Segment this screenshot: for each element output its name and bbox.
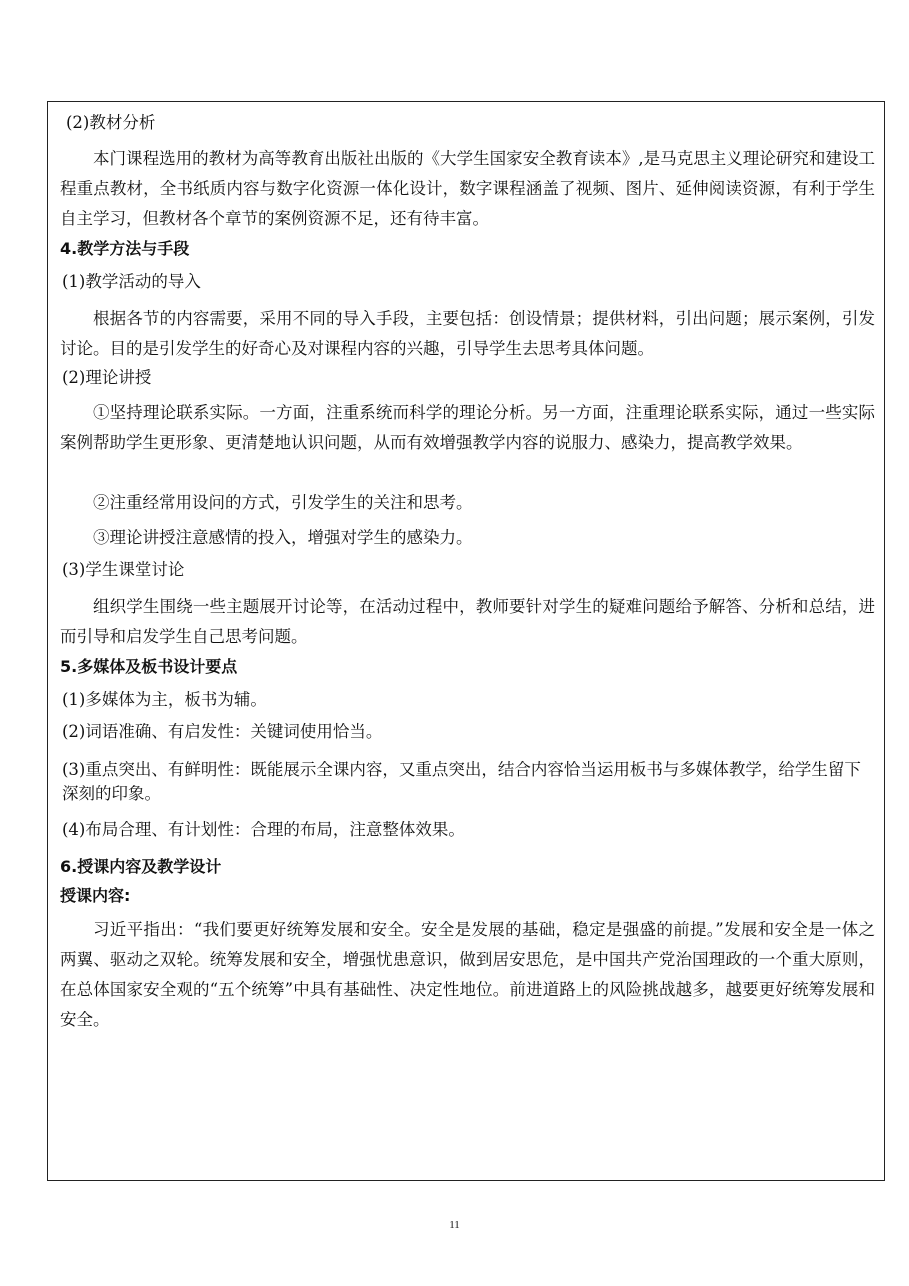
list-item: (1)多媒体为主，板书为辅。 [62, 690, 267, 709]
list-item: (3)重点突出、有鲜明性：既能展示全课内容，又重点突出，结合内容恰当运用板书与多媒体教学，给学生留下深刻的印象。 [62, 760, 861, 803]
subheading-class-discussion: (3)学生课堂讨论 [62, 560, 185, 579]
paragraph-textbook-analysis: 本门课程选用的教材为高等教育出版社出版的《大学生国家安全教育读本》,是马克思主义理论研究和建设工程重点教材，全书纸质内容与数字化资源一体化设计，数字课程涵盖了视频、图片、延伸阅读资源，有利于学生自主学习，但教材各个章节的案例资源不足，还有待丰富。 [60, 149, 875, 228]
heading-lecture-content: 6.授课内容及教学设计 [60, 857, 222, 876]
list-item: (2)词语准确、有启发性：关键词使用恰当。 [62, 722, 383, 741]
subheading-activity-introduction: (1)教学活动的导入 [62, 272, 201, 291]
heading-multimedia-design: 5.多媒体及板书设计要点 [60, 657, 238, 676]
paragraph-theory-teaching-1: ①坚持理论联系实际。一方面，注重系统而科学的理论分析。另一方面，注重理论联系实际，通过一些实际案例帮助学生更形象、更清楚地认识问题，从而有效增强教学内容的说服力、感染力，提高教学效果。 [60, 403, 875, 452]
paragraph-theory-teaching-3: ③理论讲授注意感情的投入，增强对学生的感染力。 [93, 528, 473, 547]
content-table-cell [47, 101, 885, 1181]
section-heading-textbook-analysis: (2)教材分析 [66, 113, 156, 132]
paragraph-lecture-content: 习近平指出：“我们要更好统筹发展和安全。安全是发展的基础，稳定是强盛的前提。”发展和安全是一体之两翼、驱动之双轮。统筹发展和安全，增强忧患意识，做到居安思危，是中国共产党治国理政的一个重大原则，在总体国家安全观的“五个统筹”中具有基础性、决定性地位。前进道路上的风险挑战越多，越要更好统筹发展和安全。 [60, 920, 875, 1029]
paragraph-class-discussion: 组织学生围绕一些主题展开讨论等，在活动过程中，教师要针对学生的疑难问题给予解答、分析和总结，进而引导和启发学生自己思考问题。 [60, 597, 875, 646]
list-item: (4)布局合理、有计划性：合理的布局，注意整体效果。 [62, 820, 465, 839]
subheading-lecture-content: 授课内容: [60, 886, 131, 905]
heading-teaching-methods: 4.教学方法与手段 [60, 239, 190, 258]
subheading-theory-teaching: (2)理论讲授 [62, 368, 152, 387]
paragraph-activity-introduction: 根据各节的内容需要，采用不同的导入手段，主要包括：创设情景；提供材料，引出问题；展示案例，引发讨论。目的是引发学生的好奇心及对课程内容的兴趣，引导学生去思考具体问题。 [60, 309, 875, 358]
page-number: 11 [449, 1219, 460, 1231]
paragraph-theory-teaching-2: ②注重经常用设问的方式，引发学生的关注和思考。 [93, 493, 473, 512]
